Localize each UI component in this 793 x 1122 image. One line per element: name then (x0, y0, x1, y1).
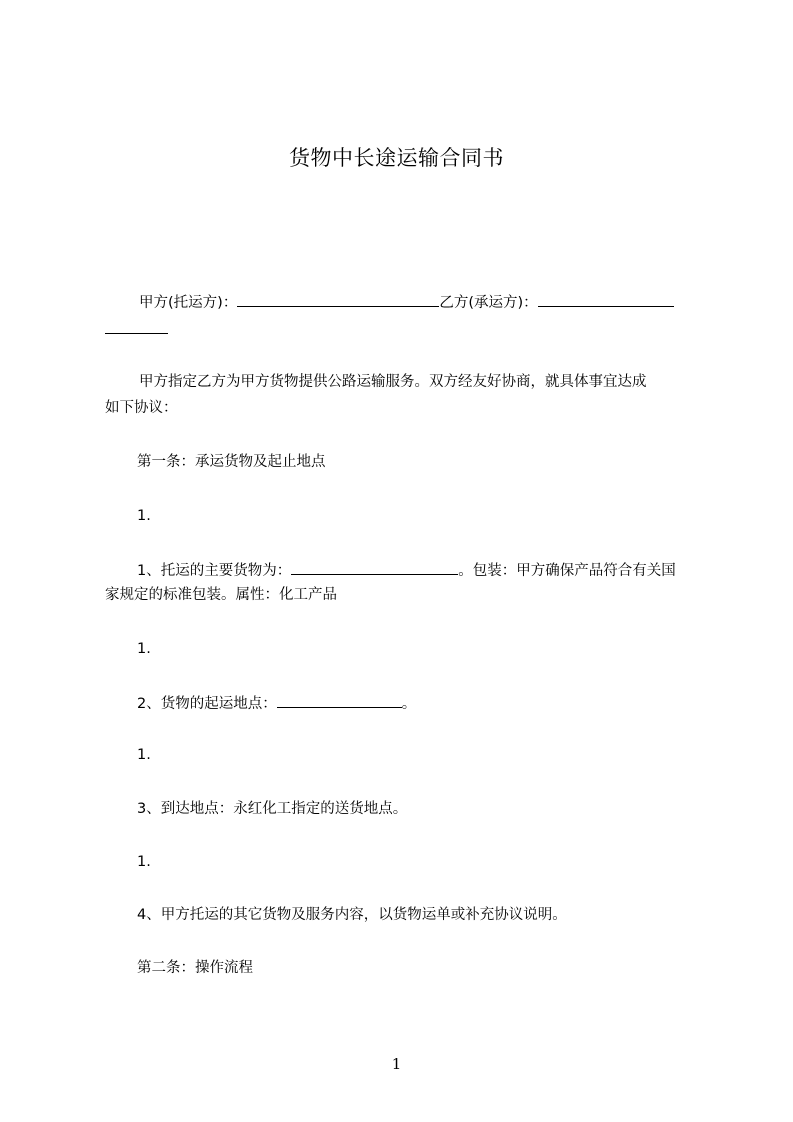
clause-1-line-2: 家规定的标准包装。属性：化工产品 (105, 587, 337, 603)
party-b-blank-wrap (105, 318, 168, 334)
clause-3: 3、到达地点：永红化工指定的送货地点。 (137, 801, 408, 817)
clause-1-prefix: 1、托运的主要货物为： (137, 563, 292, 579)
goods-blank (291, 559, 458, 575)
clause-2-suffix: 。 (401, 696, 417, 712)
clause-1-suffix: 。包装：甲方确保产品符合有关国 (458, 563, 676, 579)
party-a-label: 甲方(托运方)： (139, 295, 238, 311)
clause-2-prefix: 2、货物的起运地点： (137, 696, 277, 712)
clause-4: 4、甲方托运的其它货物及服务内容，以货物运单或补充协议说明。 (137, 907, 567, 923)
clause-1-line-1 (137, 559, 676, 581)
party-a-blank (237, 291, 439, 307)
item-marker-4: 1. (137, 854, 151, 870)
origin-blank (277, 692, 402, 708)
party-b-label: 乙方(承运方)： (439, 295, 538, 311)
item-marker-1: 1. (137, 508, 151, 524)
intro-line-1: 甲方指定乙方为甲方货物提供公路运输服务。双方经友好协商，就具体事宜达成 (139, 374, 647, 390)
clause-2 (137, 692, 416, 714)
party-b-blank-continued (105, 318, 168, 340)
article-1-heading: 第一条：承运货物及起止地点 (137, 454, 326, 470)
article-2-heading: 第二条：操作流程 (137, 960, 253, 976)
party-b-blank (538, 291, 674, 307)
item-marker-2: 1. (137, 641, 151, 657)
item-marker-3: 1. (137, 747, 151, 763)
page-number: 1 (391, 1055, 402, 1073)
document-title: 货物中长途运输合同书 (289, 146, 504, 170)
parties-line (139, 291, 674, 313)
intro-line-2: 如下协议： (105, 400, 178, 416)
